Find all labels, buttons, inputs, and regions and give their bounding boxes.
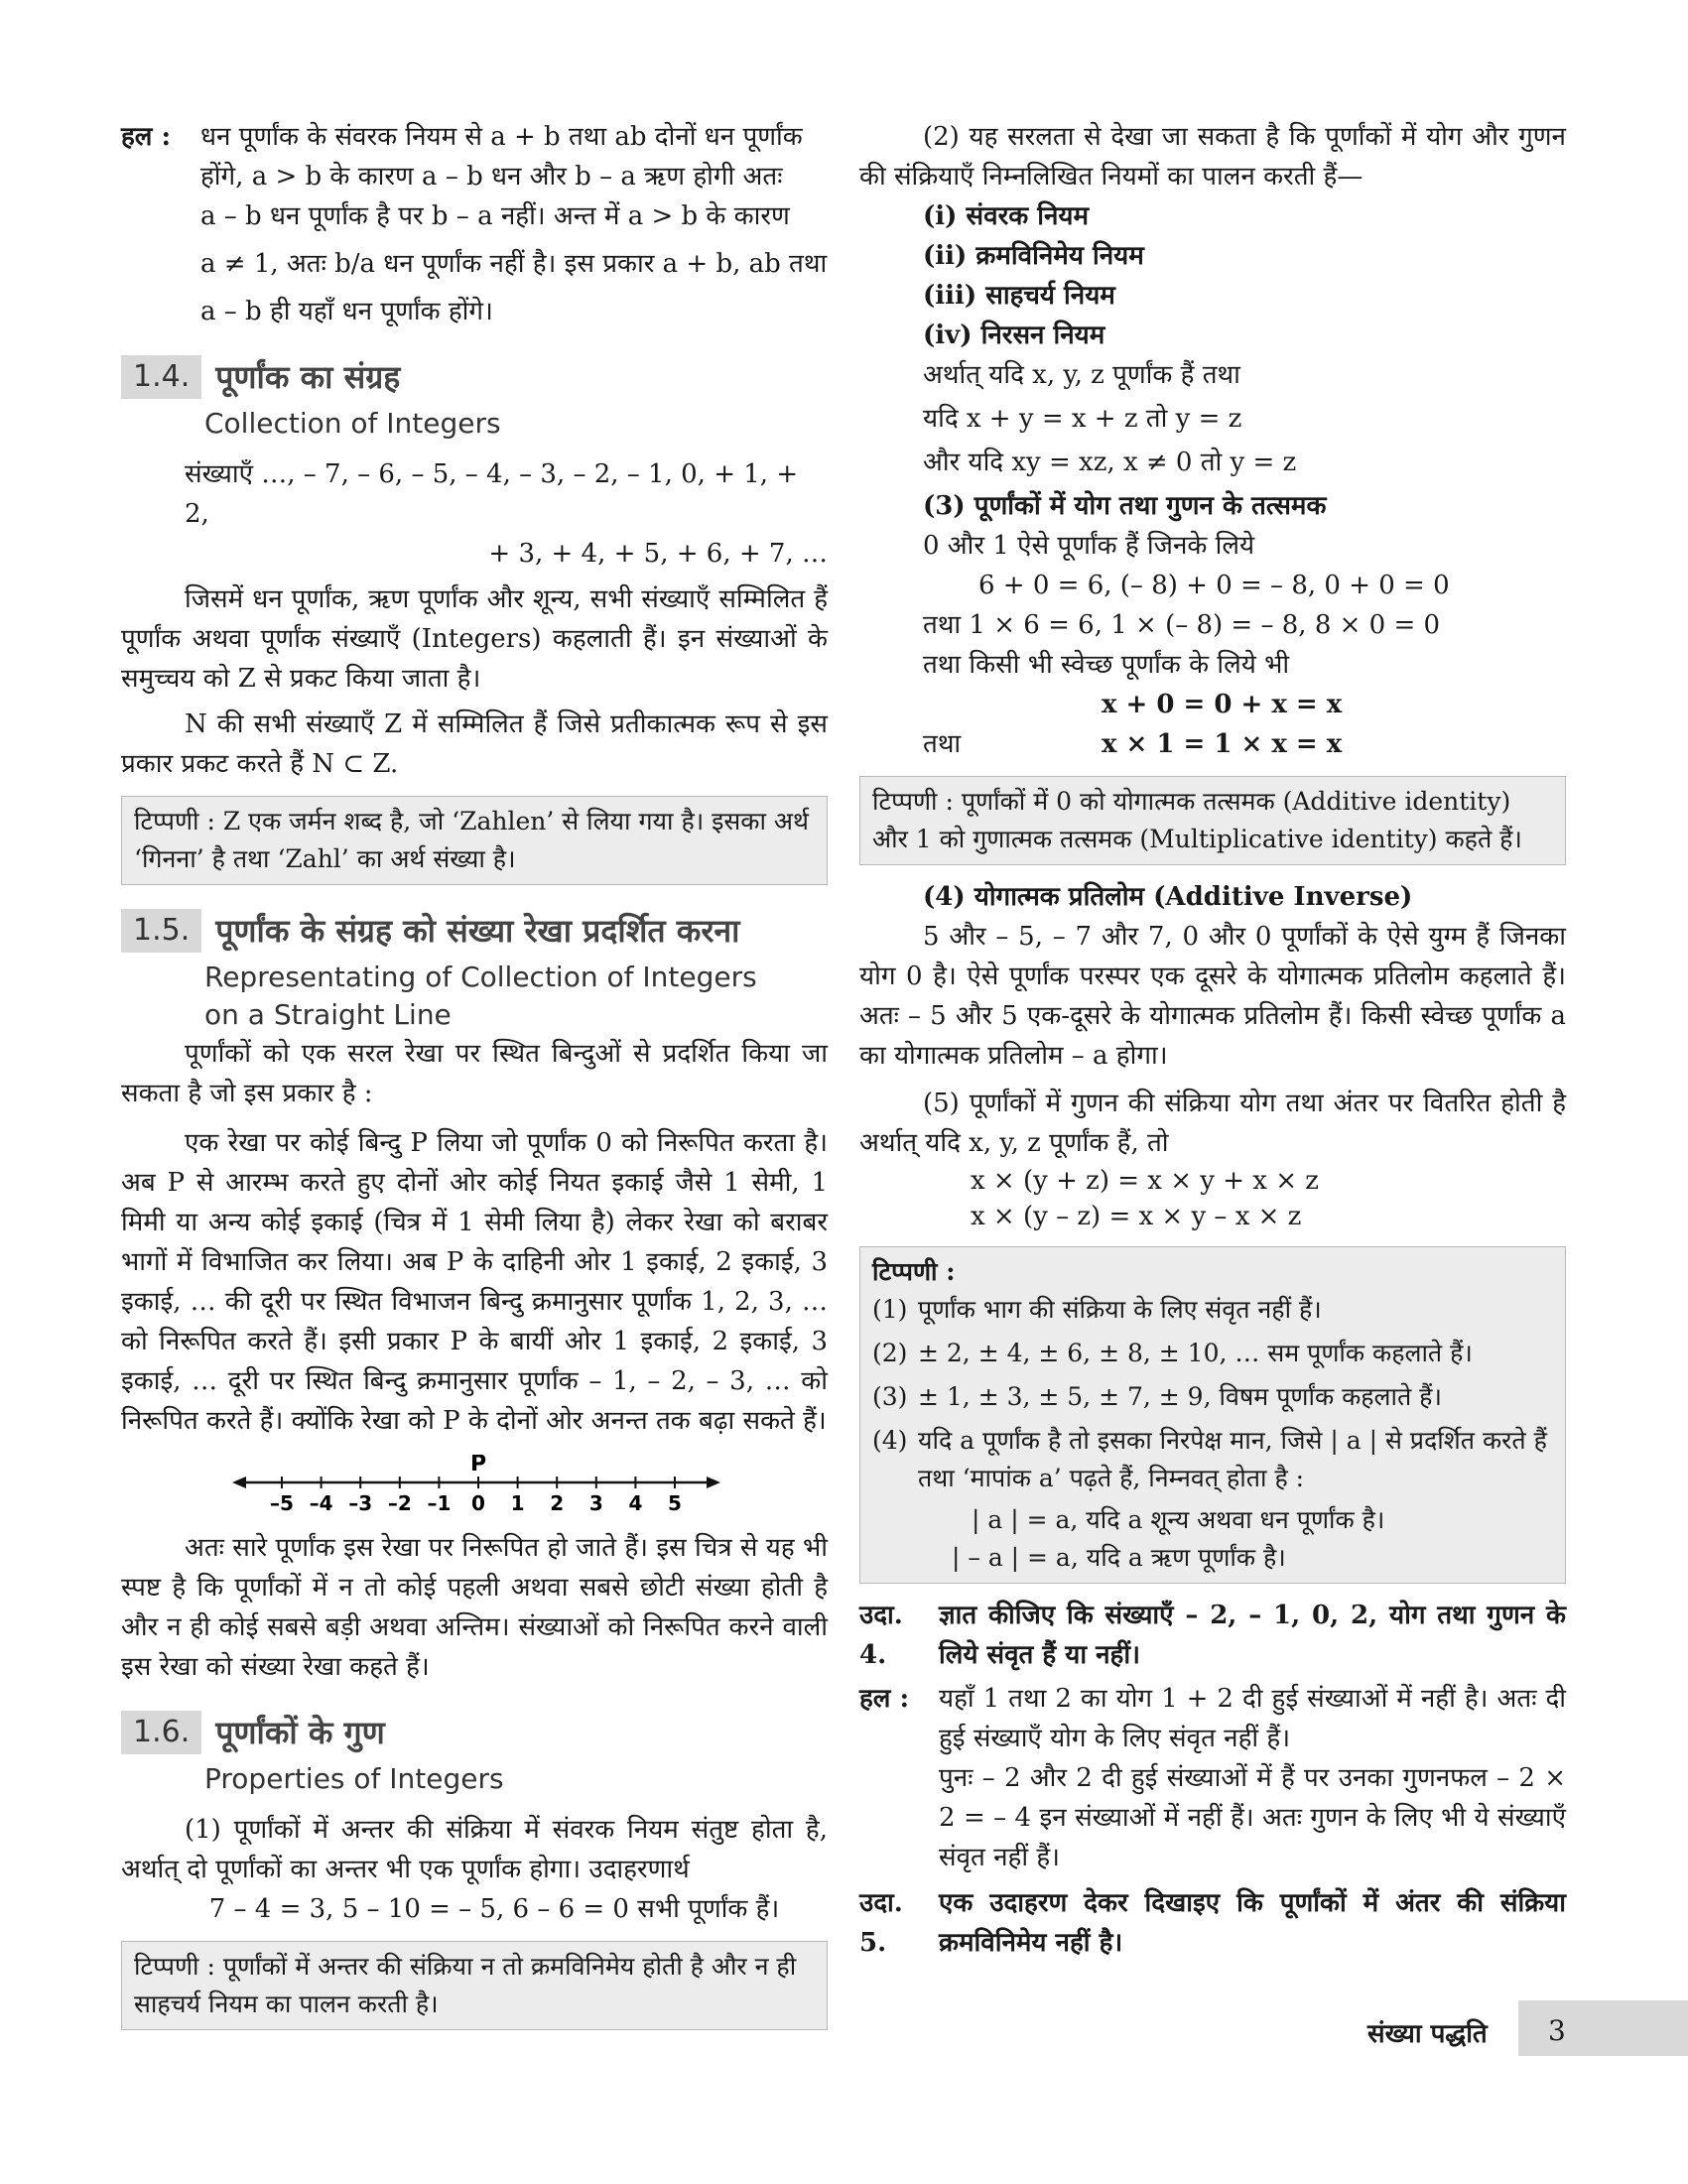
equation-line: 0 और 1 ऐसे पूर्णांक हैं जिनके लिये: [923, 531, 1255, 561]
chapter-footer-label: संख्या पद्धति: [1367, 2019, 1488, 2049]
abs-value-line: | – a | = a, यदि a ऋण पूर्णांक है।: [952, 1543, 1286, 1572]
example-question: ज्ञात कीजिए कि संख्याएँ – 2, – 1, 0, 2, योग तथा गुणन के लिये संवृत हैं या नहीं।: [939, 1601, 1566, 1670]
example-4: [859, 1596, 1566, 1675]
subsection-heading: (4) योगात्मक प्रतिलोम (Additive Inverse): [923, 882, 1413, 912]
right-arrow-icon: [707, 1477, 720, 1488]
section-subtitle: Properties of Integers: [204, 1762, 504, 1795]
equation-line: और यदि xy = xz, x ≠ 0 तो y = z: [923, 448, 1297, 477]
section-title: पूर्णांकों के गुण: [215, 1714, 385, 1751]
point-label-p: P: [469, 1455, 487, 1477]
paragraph: 5 और – 5, – 7 और 7, 0 और 0 पूर्णांकों के ऐसे युग्म हैं जिनका योग 0 है। ऐसे पूर्णांक परस्पर एक दूसरे के योगात्मक प्रतिलोम कहलाते हैं। अतः – 5 और 5 एक-दूसरे के योगात्मक प्रतिलोम हैं। किसी स्वेच्छ पूर्णांक a का योगात्मक प्रतिलोम – a होगा।: [859, 922, 1566, 1071]
number-line-svg: [121, 1455, 828, 1514]
section-title: पूर्णांक का संग्रह: [215, 358, 401, 396]
note-item: [872, 1291, 1553, 1329]
item-text: पूर्णांक भाग की संक्रिया के लिए संवृत नहीं हैं।: [918, 1295, 1322, 1324]
tick-label: 2: [550, 1491, 565, 1514]
note-item: [872, 1335, 1553, 1372]
note-box: टिप्पणी : पूर्णांकों में 0 को योगात्मक तत्समक (Additive identity) और 1 को गुणात्मक तत्समक (Multiplicative identity) कहते हैं।: [859, 776, 1566, 865]
note-heading: टिप्पणी :: [872, 1257, 956, 1286]
page-number-box: [1518, 2000, 1688, 2056]
tick-label: –2: [387, 1491, 412, 1514]
tick-label: –1: [427, 1491, 452, 1514]
equation-line: 6 + 0 = 6, (– 8) + 0 = – 8, 0 + 0 = 0: [978, 571, 1450, 600]
law-item: (iv) निरसन नियम: [923, 321, 1105, 350]
solution-line: a – b ही यहाँ धन पूर्णांक होंगे।: [200, 297, 493, 326]
left-column: [121, 117, 828, 2042]
tick-label: 1: [510, 1491, 525, 1514]
example-question: एक उदाहरण देकर दिखाइए कि पूर्णांकों में अंतर की संक्रिया क्रमविनिमेय नहीं है।: [939, 1888, 1566, 1958]
paragraph: (1) पूर्णांकों में अन्तर की संक्रिया में संवरक नियम संतुष्ट होता है, अर्थात् दो पूर्णांकों का अन्तर भी एक पूर्णांक होगा। उदाहरणार्थ: [121, 1815, 828, 1884]
note-box: टिप्पणी : Z एक जर्मन शब्द है, जो ‘Zahlen’ से लिया गया है। इसका अर्थ ‘गिनना’ है तथा ‘Zahl’ का अर्थ संख्या है।: [121, 796, 828, 885]
note-box: [859, 1246, 1566, 1584]
example-label: उदा. 5.: [859, 1888, 903, 1958]
equation-row: [859, 724, 1566, 764]
item-number: (3): [872, 1382, 908, 1411]
paragraph: जिसमें धन पूर्णांक, ऋण पूर्णांक और शून्य, सभी संख्याएँ सम्मिलित हैं पूर्णांक अथवा पूर्णांक संख्याएँ (Integers) कहलाती हैं। इन संख्याओं के समुच्चय को Z से प्रकट किया जाता है।: [121, 584, 828, 694]
solution-line: a – b धन पूर्णांक है पर b – a नहीं। अन्त में a > b के कारण: [200, 201, 790, 231]
paragraph: (5) पूर्णांकों में गुणन की संक्रिया योग तथा अंतर पर वितरित होती है अर्थात् यदि x, y, z पूर्णांक हैं, तो: [859, 1089, 1566, 1158]
integer-sequence: संख्याएँ …, – 7, – 6, – 5, – 4, – 3, – 2, – 1, 0, + 1, + 2,: [185, 459, 799, 529]
solution-line: होंगे, a > b के कारण a – b धन और b – a ऋण होगी अतः: [200, 162, 783, 192]
equation-line: तथा किसी भी स्वेच्छ पूर्णांक के लिये भी: [923, 650, 1290, 680]
item-number: (2): [872, 1339, 908, 1367]
paragraph: N की सभी संख्याएँ Z में सम्मिलित हैं जिसे प्रतीकात्मक रूप से इस प्रकार प्रकट करते हैं N ⊂ Z.: [121, 709, 828, 779]
solution-label: हल :: [121, 122, 172, 152]
item-text: यदि a पूर्णांक है तो इसका निरपेक्ष मान, जिसे | a | से प्रदर्शित करते हैं तथा ‘मापांक a’ पढ़ते हैं, निम्नवत् होता है :: [918, 1426, 1547, 1492]
solution-block: [121, 117, 828, 331]
right-column: [859, 117, 1566, 1963]
section-title: पूर्णांक के संग्रह को संख्या रेखा प्रदर्शित करना: [215, 912, 740, 950]
paragraph: एक रेखा पर कोई बिन्दु P लिया जो पूर्णांक 0 को निरूपित करता है। अब P से आरम्भ करते हुए दोनों ओर कोई नियत इकाई जैसे 1 सेमी, 1 मिमी या अन्य कोई इकाई (चित्र में 1 सेमी लिया है) लेकर रेखा को बराबर भागों में विभाजित कर लिया। अब P के दाहिनी ओर 1 इकाई, 2 इकाई, 3 इकाई, … की दूरी पर स्थित विभाजन बिन्दु क्रमानुसार पूर्णांक 1, 2, 3, … को निरूपित करते हैं। इसी प्रकार P के बायीं ओर 1 इकाई, 2 इकाई, 3 इकाई, … दूरी पर स्थित बिन्दु क्रमानुसार पूर्णांक – 1, – 2, – 3, … को निरूपित करते हैं। क्योंकि रेखा को P के दोनों ओर अनन्त तक बढ़ा सकते हैं।: [121, 1128, 828, 1436]
section-subtitle: Representating of Collection of Integers: [204, 961, 757, 993]
equation-line: x × (y + z) = x × y + x × z: [971, 1166, 1319, 1196]
equation-word: तथा: [923, 729, 962, 759]
section-number: 1.6.: [121, 1711, 201, 1754]
tick-label: –3: [348, 1491, 373, 1514]
solution-paragraph: यहाँ 1 तथा 2 का योग 1 + 2 दी हुई संख्याओं में नहीं है। अतः दी हुई संख्याएँ योग के लिए संवृत नहीं हैं।: [939, 1684, 1566, 1753]
page-number: 3: [1548, 2014, 1566, 2047]
example-equation: 7 – 4 = 3, 5 – 10 = – 5, 6 – 6 = 0 सभी पूर्णांक हैं।: [208, 1894, 780, 1924]
equation-line: तथा 1 × 6 = 6, 1 × (– 8) = – 8, 8 × 0 = 0: [923, 610, 1441, 640]
example-5: [859, 1883, 1566, 1963]
law-item: (ii) क्रमविनिमेय नियम: [923, 241, 1144, 271]
equation-line: अर्थात् यदि x, y, z पूर्णांक हैं तथा: [923, 360, 1240, 390]
tick-label: 0: [471, 1491, 485, 1514]
section-number: 1.5.: [121, 909, 201, 953]
law-item: (iii) साहचर्य नियम: [923, 281, 1115, 311]
section-heading-1-6: [121, 1711, 828, 1754]
section-subtitle: Collection of Integers: [204, 407, 501, 440]
abs-value-line: | a | = a, यदि a शून्य अथवा धन पूर्णांक है।: [972, 1505, 1385, 1534]
solution-line: धन पूर्णांक के संवरक नियम से a + b तथा ab दोनों धन पूर्णांक: [200, 122, 803, 152]
solution-label: हल :: [859, 1684, 910, 1714]
equation-line: x + 0 = 0 + x = x: [1102, 690, 1343, 719]
item-number: (4): [872, 1426, 908, 1455]
item-text: ± 1, ± 3, ± 5, ± 7, ± 9, विषम पूर्णांक कहलाते हैं।: [918, 1382, 1442, 1411]
equation-line: x × 1 = 1 × x = x: [1102, 729, 1343, 759]
tick-label: 4: [628, 1491, 643, 1514]
tick-label: –4: [309, 1491, 333, 1514]
paragraph: अतः सारे पूर्णांक इस रेखा पर निरूपित हो जाते हैं। इस चित्र से यह भी स्पष्ट है कि पूर्णांकों में न तो कोई पहली अथवा सबसे छोटी संख्या होती है और न ही कोई सबसे बड़ी अथवा अन्तिम। संख्याओं को निरूपित करने वाली इस रेखा को संख्या रेखा कहते हैं।: [121, 1533, 828, 1682]
left-arrow-icon: [232, 1477, 246, 1488]
subsection-heading: (3) पूर्णांकों में योग तथा गुणन के तत्समक: [923, 491, 1327, 521]
tick-label: –5: [270, 1491, 294, 1514]
law-item: (i) संवरक नियम: [923, 201, 1090, 231]
section-subtitle: on a Straight Line: [204, 998, 452, 1031]
tick-label: 3: [588, 1491, 603, 1514]
number-line-figure: [121, 1455, 828, 1518]
note-item: [872, 1378, 1553, 1416]
note-item: [872, 1422, 1553, 1497]
paragraph: (2) यह सरलता से देखा जा सकता है कि पूर्णांकों में योग और गुणन की संक्रियाएँ निम्नलिखित नियमों का पालन करती हैं—: [859, 122, 1566, 192]
solution-paragraph: पुनः – 2 और 2 दी हुई संख्याओं में हैं पर उनका गुणनफल – 2 × 2 = – 4 इन संख्याओं में नहीं हैं। अतः गुणन के लिए भी ये संख्याएँ संवृत नहीं हैं।: [939, 1763, 1566, 1872]
paragraph: पूर्णांकों को एक सरल रेखा पर स्थित बिन्दुओं से प्रदर्शित किया जा सकता है जो इस प्रकार है :: [121, 1039, 828, 1108]
note-box: टिप्पणी : पूर्णांकों में अन्तर की संक्रिया न तो क्रमविनिमेय होती है और न ही साहचर्य नियम का पालन करती है।: [121, 1941, 828, 2030]
item-number: (1): [872, 1295, 908, 1324]
integer-sequence: + 3, + 4, + 5, + 6, + 7, …: [488, 539, 828, 569]
section-heading-1-4: [121, 355, 828, 399]
equation-line: यदि x + y = x + z तो y = z: [923, 404, 1242, 434]
section-number: 1.4.: [121, 355, 201, 399]
section-heading-1-5: [121, 909, 828, 953]
solution-block: [859, 1679, 1566, 1877]
item-text: ± 2, ± 4, ± 6, ± 8, ± 10, … सम पूर्णांक कहलाते हैं।: [918, 1339, 1473, 1367]
solution-line: a ≠ 1, अतः b/a धन पूर्णांक नहीं है। इस प्रकार a + b, ab तथा: [200, 249, 828, 279]
example-label: उदा. 4.: [859, 1601, 903, 1670]
tick-label: 5: [668, 1491, 682, 1514]
equation-line: x × (y – z) = x × y – x × z: [971, 1202, 1302, 1231]
